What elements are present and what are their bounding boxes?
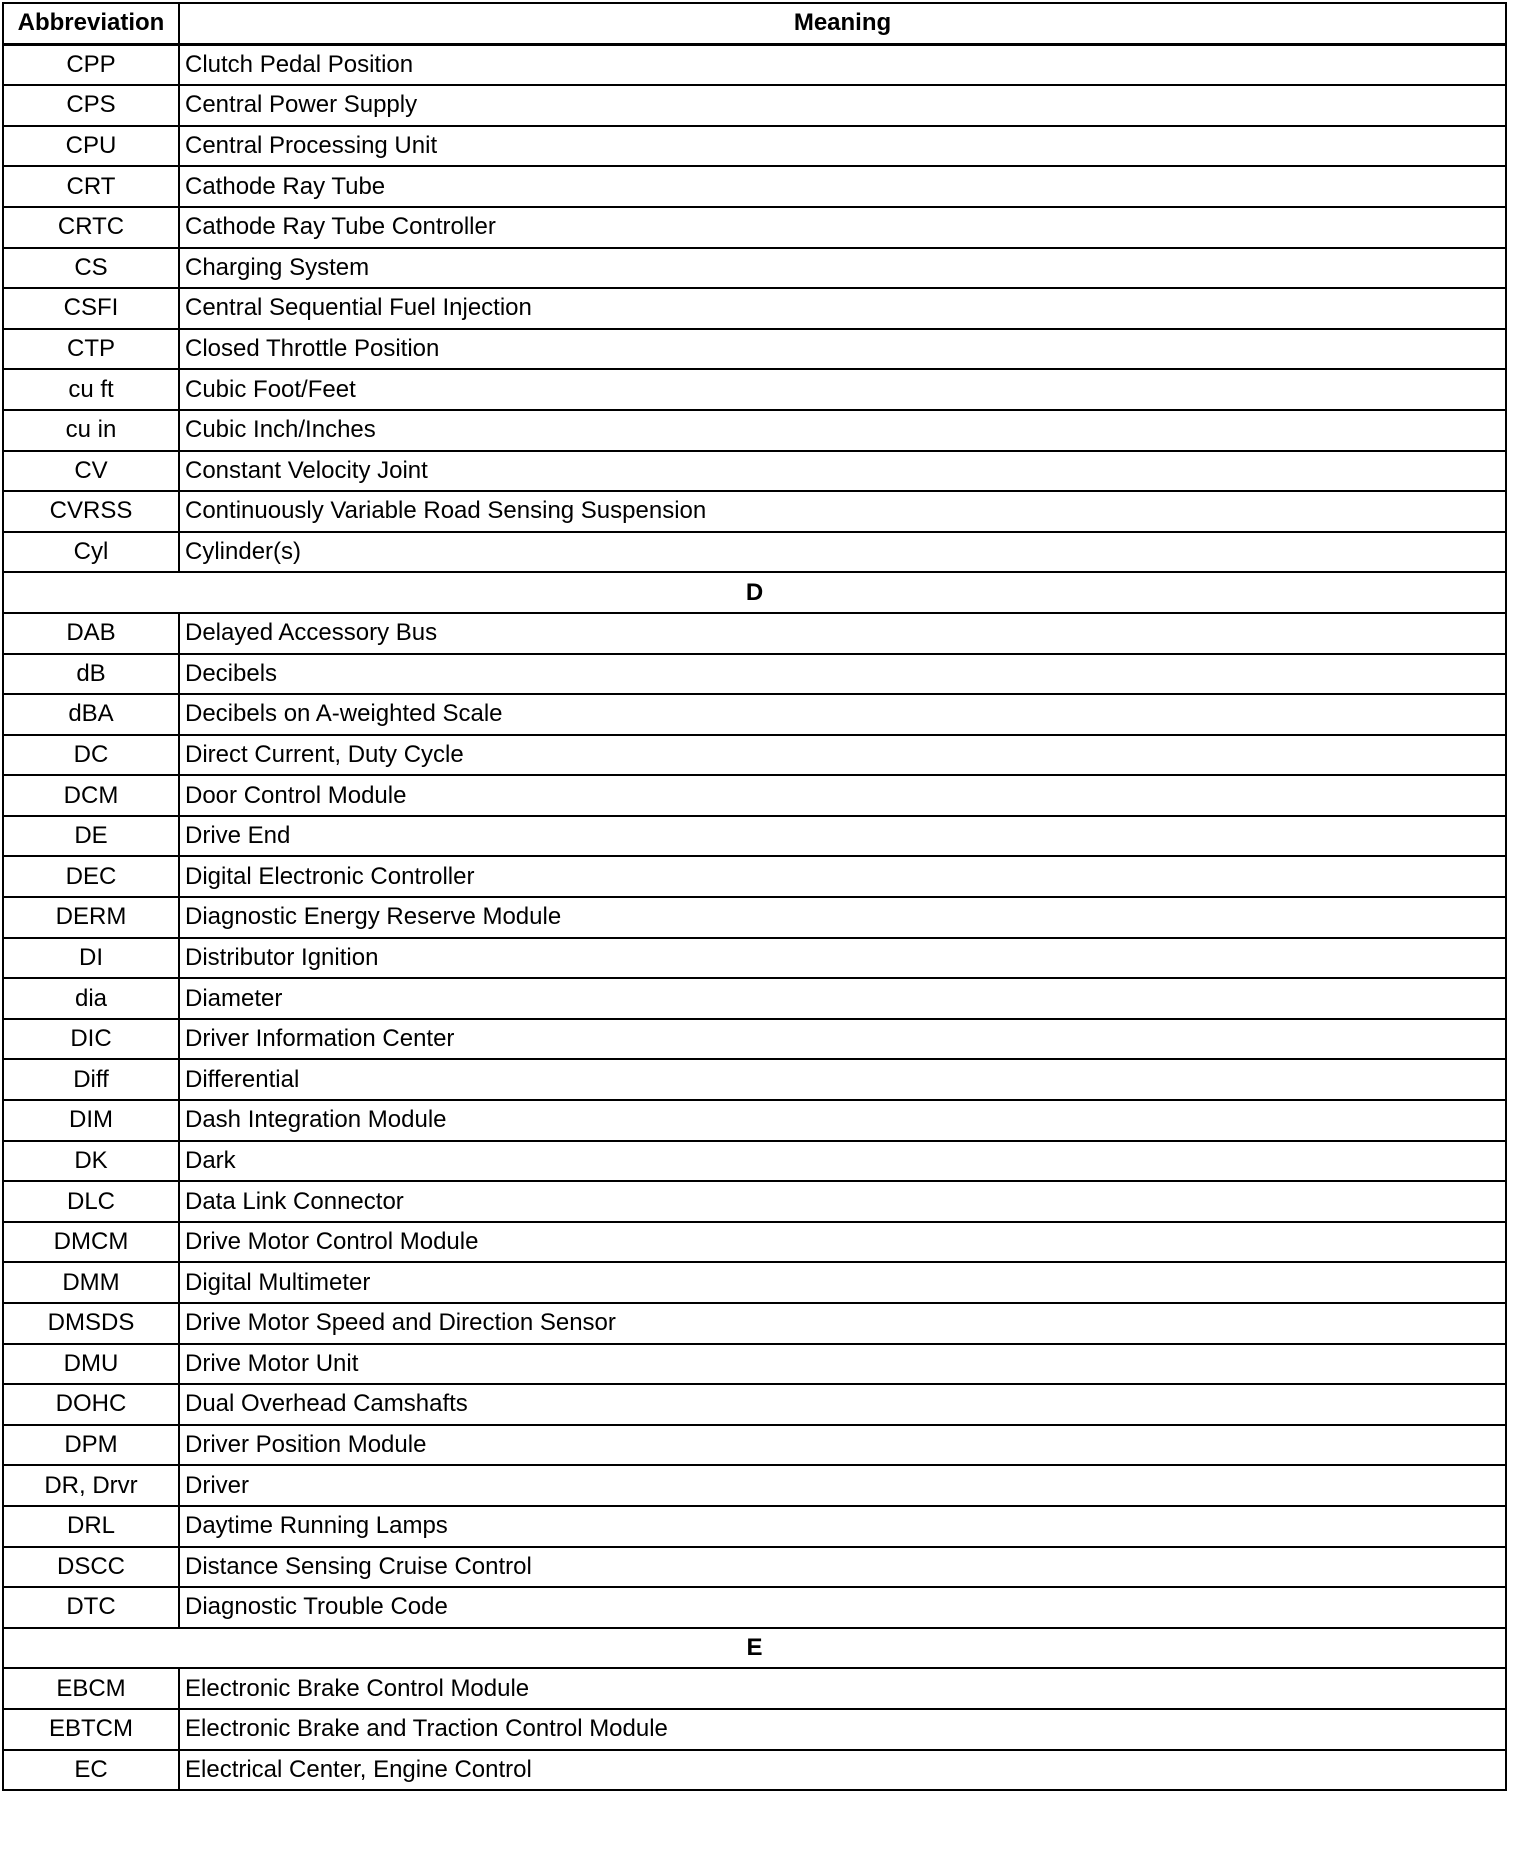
abbreviation-cell: DCM: [3, 775, 179, 816]
abbreviation-cell: DMSDS: [3, 1303, 179, 1344]
table-header: [3, 3, 1506, 44]
table-row: [3, 44, 1506, 85]
meaning-cell: Drive Motor Control Module: [179, 1222, 1506, 1263]
table-row: [3, 1141, 1506, 1182]
table-row: [3, 288, 1506, 329]
section-header-row: [3, 1628, 1506, 1669]
meaning-cell: Delayed Accessory Bus: [179, 613, 1506, 654]
table-row: [3, 166, 1506, 207]
table-row: [3, 532, 1506, 573]
abbreviation-cell: dB: [3, 654, 179, 695]
table-row: [3, 1547, 1506, 1588]
meaning-cell: Driver Position Module: [179, 1425, 1506, 1466]
meaning-cell: Cylinder(s): [179, 532, 1506, 573]
meaning-cell: Digital Electronic Controller: [179, 856, 1506, 897]
section-header-row: [3, 572, 1506, 613]
meaning-cell: Diagnostic Energy Reserve Module: [179, 897, 1506, 938]
meaning-cell: Door Control Module: [179, 775, 1506, 816]
abbreviation-cell: CSFI: [3, 288, 179, 329]
meaning-cell: Central Processing Unit: [179, 126, 1506, 167]
meaning-cell: Dash Integration Module: [179, 1100, 1506, 1141]
table-row: [3, 329, 1506, 370]
abbreviation-cell: CPS: [3, 85, 179, 126]
abbreviation-cell: DERM: [3, 897, 179, 938]
abbreviation-cell: EBCM: [3, 1668, 179, 1709]
abbreviation-cell: CS: [3, 248, 179, 289]
abbreviation-table: [2, 2, 1507, 1791]
table-row: [3, 897, 1506, 938]
meaning-cell: Cathode Ray Tube: [179, 166, 1506, 207]
table-row: [3, 856, 1506, 897]
abbreviation-cell: CRT: [3, 166, 179, 207]
meaning-cell: Data Link Connector: [179, 1181, 1506, 1222]
table-row: [3, 1425, 1506, 1466]
meaning-cell: Drive Motor Speed and Direction Sensor: [179, 1303, 1506, 1344]
abbreviation-cell: DLC: [3, 1181, 179, 1222]
abbreviation-cell: DAB: [3, 613, 179, 654]
table-row: [3, 775, 1506, 816]
abbreviation-cell: DTC: [3, 1587, 179, 1628]
meaning-cell: Charging System: [179, 248, 1506, 289]
meaning-cell: Distance Sensing Cruise Control: [179, 1547, 1506, 1588]
table-row: [3, 1384, 1506, 1425]
section-letter: D: [3, 572, 1506, 613]
abbreviation-cell: EC: [3, 1750, 179, 1791]
table-row: [3, 126, 1506, 167]
meaning-cell: Daytime Running Lamps: [179, 1506, 1506, 1547]
meaning-cell: Cathode Ray Tube Controller: [179, 207, 1506, 248]
abbreviation-cell: DMM: [3, 1262, 179, 1303]
table-row: [3, 369, 1506, 410]
meaning-cell: Constant Velocity Joint: [179, 451, 1506, 492]
abbreviation-cell: CV: [3, 451, 179, 492]
meaning-cell: Electronic Brake and Traction Control Module: [179, 1709, 1506, 1750]
section-letter: E: [3, 1628, 1506, 1669]
abbreviation-cell: DI: [3, 938, 179, 979]
abbreviation-cell: CPU: [3, 126, 179, 167]
meaning-cell: Clutch Pedal Position: [179, 44, 1506, 85]
meaning-cell: Decibels: [179, 654, 1506, 695]
meaning-cell: Dual Overhead Camshafts: [179, 1384, 1506, 1425]
table-row: [3, 938, 1506, 979]
table-row: [3, 1668, 1506, 1709]
meaning-cell: Cubic Inch/Inches: [179, 410, 1506, 451]
abbreviation-cell: DSCC: [3, 1547, 179, 1588]
meaning-cell: Central Sequential Fuel Injection: [179, 288, 1506, 329]
table-row: [3, 248, 1506, 289]
table-row: [3, 1019, 1506, 1060]
abbreviation-cell: dBA: [3, 694, 179, 735]
abbreviation-cell: DPM: [3, 1425, 179, 1466]
abbreviation-cell: DIM: [3, 1100, 179, 1141]
table-row: [3, 1303, 1506, 1344]
abbreviation-cell: cu ft: [3, 369, 179, 410]
meaning-cell: Continuously Variable Road Sensing Suspension: [179, 491, 1506, 532]
abbreviation-cell: dia: [3, 978, 179, 1019]
meaning-cell: Cubic Foot/Feet: [179, 369, 1506, 410]
meaning-cell: Dark: [179, 1141, 1506, 1182]
meaning-cell: Driver Information Center: [179, 1019, 1506, 1060]
meaning-cell: Electronic Brake Control Module: [179, 1668, 1506, 1709]
meaning-cell: Diameter: [179, 978, 1506, 1019]
meaning-cell: Digital Multimeter: [179, 1262, 1506, 1303]
abbreviation-cell: Diff: [3, 1059, 179, 1100]
abbreviation-cell: DC: [3, 735, 179, 776]
meaning-cell: Closed Throttle Position: [179, 329, 1506, 370]
table-row: [3, 1181, 1506, 1222]
table-row: [3, 816, 1506, 857]
abbreviation-cell: CTP: [3, 329, 179, 370]
abbreviation-cell: DR, Drvr: [3, 1465, 179, 1506]
meaning-cell: Decibels on A-weighted Scale: [179, 694, 1506, 735]
abbreviation-cell: CPP: [3, 44, 179, 85]
table-body: [3, 44, 1506, 1790]
table-row: [3, 978, 1506, 1019]
abbreviation-cell: DK: [3, 1141, 179, 1182]
column-header-abbreviation: Abbreviation: [3, 3, 179, 44]
abbreviation-cell: cu in: [3, 410, 179, 451]
table-row: [3, 1222, 1506, 1263]
abbreviation-cell: CVRSS: [3, 491, 179, 532]
table-row: [3, 654, 1506, 695]
table-row: [3, 1465, 1506, 1506]
table-row: [3, 1506, 1506, 1547]
meaning-cell: Direct Current, Duty Cycle: [179, 735, 1506, 776]
abbreviation-cell: DOHC: [3, 1384, 179, 1425]
table-row: [3, 1709, 1506, 1750]
table-row: [3, 491, 1506, 532]
meaning-cell: Driver: [179, 1465, 1506, 1506]
abbreviation-cell: EBTCM: [3, 1709, 179, 1750]
table-row: [3, 1750, 1506, 1791]
meaning-cell: Drive End: [179, 816, 1506, 857]
table-row: [3, 1100, 1506, 1141]
table-row: [3, 1587, 1506, 1628]
abbreviation-cell: DE: [3, 816, 179, 857]
table-row: [3, 410, 1506, 451]
meaning-cell: Differential: [179, 1059, 1506, 1100]
table-row: [3, 1262, 1506, 1303]
abbreviation-cell: DRL: [3, 1506, 179, 1547]
abbreviation-cell: DEC: [3, 856, 179, 897]
meaning-cell: Diagnostic Trouble Code: [179, 1587, 1506, 1628]
table-row: [3, 451, 1506, 492]
table-row: [3, 735, 1506, 776]
meaning-cell: Distributor Ignition: [179, 938, 1506, 979]
table-row: [3, 1059, 1506, 1100]
abbreviation-cell: DMCM: [3, 1222, 179, 1263]
meaning-cell: Electrical Center, Engine Control: [179, 1750, 1506, 1791]
abbreviation-cell: Cyl: [3, 532, 179, 573]
table-row: [3, 613, 1506, 654]
abbreviation-cell: DMU: [3, 1344, 179, 1385]
table-row: [3, 1344, 1506, 1385]
table-row: [3, 207, 1506, 248]
abbreviation-cell: DIC: [3, 1019, 179, 1060]
meaning-cell: Drive Motor Unit: [179, 1344, 1506, 1385]
column-header-meaning: Meaning: [179, 3, 1506, 44]
meaning-cell: Central Power Supply: [179, 85, 1506, 126]
header-row: [3, 3, 1506, 44]
table-row: [3, 694, 1506, 735]
table-row: [3, 85, 1506, 126]
abbreviation-cell: CRTC: [3, 207, 179, 248]
